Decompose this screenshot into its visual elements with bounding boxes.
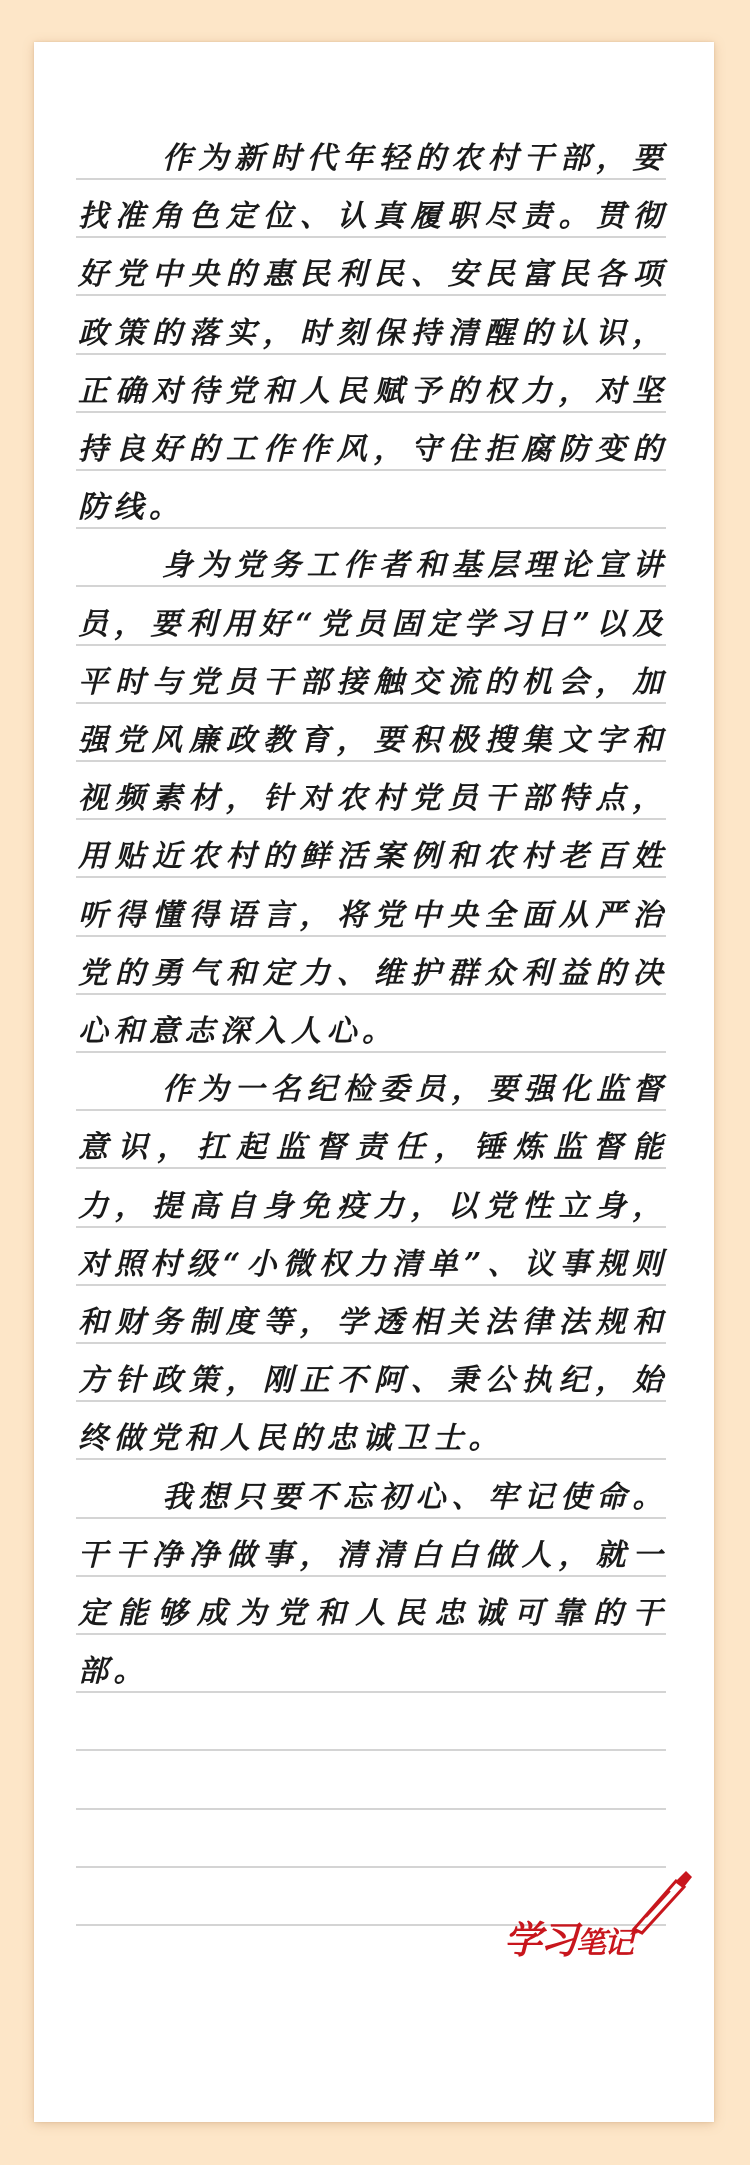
- handwritten-text: [78, 130, 668, 1701]
- ruled-line: [76, 1749, 666, 1751]
- logo-text-tail: 笔记: [576, 1927, 633, 1960]
- logo-text: [504, 1909, 632, 1964]
- study-notes-logo: [504, 1867, 704, 1977]
- ruled-line: [76, 1808, 666, 1810]
- paragraph-3: 作为一名纪检委员，要强化监督意识，扛起监督责任，锤炼监督能力，提高自身免疫力，以党性立身，对照村级“小微权力清单”、议事规则和财务制度等，学透相关法律法规和方针政策，刚正不阿、秉公执纪，始终做党和人民的忠诚卫士。: [78, 1072, 668, 1457]
- notebook-paper: [34, 42, 714, 2122]
- paragraph-2: 身为党务工作者和基层理论宣讲员，要利用好“党员固定学习日”以及平时与党员干部接触交流的机会，加强党风廉政教育，要积极搜集文字和视频素材，针对农村党员干部特点，用贴近农村的鲜活案例和农村老百姓听得懂得语言，将党中央全面从严治党的勇气和定力、维护群众利益的决心和意志深入人心。: [78, 548, 668, 1050]
- paragraph-4: 我想只要不忘初心、牢记使命。干干净净做事，清清白白做人，就一定能够成为党和人民忠诚可靠的干部。: [78, 1479, 668, 1690]
- pen-icon: [626, 1867, 696, 1937]
- paragraph-1: 作为新时代年轻的农村干部，要找准角色定位、认真履职尽责。贯彻好党中央的惠民利民、安民富民各项政策的落实，时刻保持清醒的认识，正确对待党和人民赋予的权力，对坚持良好的工作作风，守住拒腐防变的防线。: [78, 141, 668, 526]
- logo-text-main: 学习: [504, 1920, 577, 1962]
